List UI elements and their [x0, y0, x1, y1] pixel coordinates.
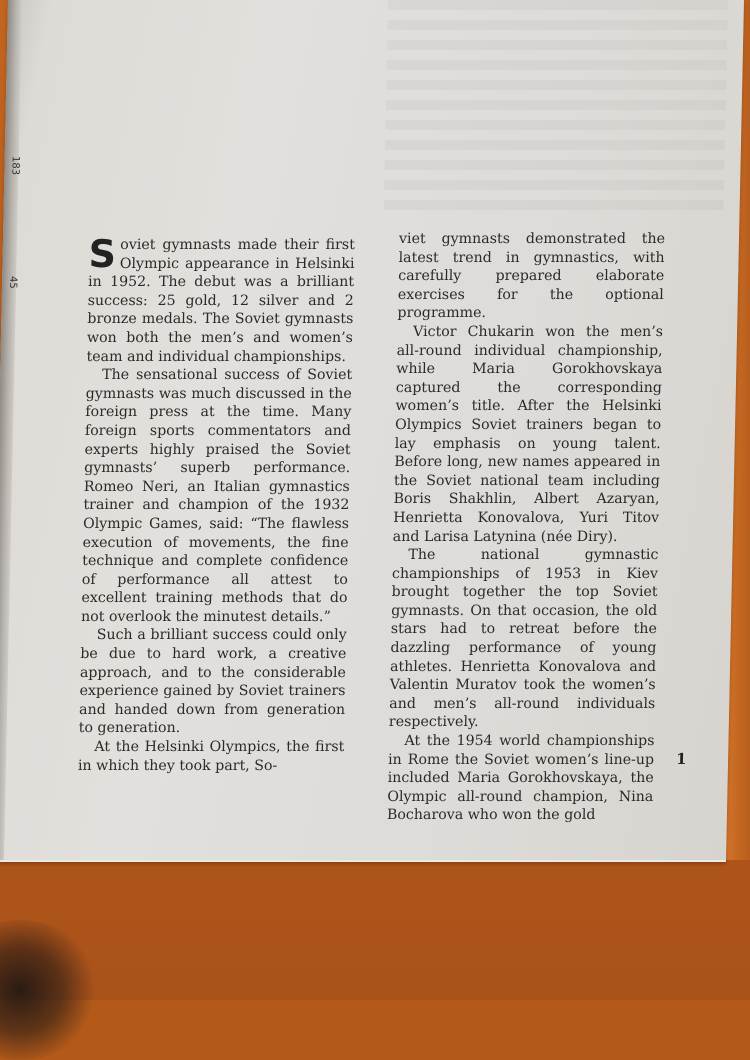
- paragraph-1-text: oviet gymnasts made their first Olympic appearance in Helsinki in 1952. The debut was a brilliant success: 25 gold, 12 silver and 2 bronze medals. The Soviet gymnasts won both the men’s and women’s team and individual championships.: [86, 237, 356, 365]
- paragraph-5: viet gymnasts demonstrated the latest trend in gymnastics, with carefully prepared elaborate exercises for the optional programme.: [397, 231, 666, 322]
- left-text-column: [77, 232, 356, 775]
- paragraph-8: At the 1954 world championships in Rome the Soviet women’s line-up included Maria Gorokhovskaya, the Olympic all-round champion, Nina Bocharova who won the gold: [386, 733, 655, 824]
- right-text-column: [387, 230, 665, 825]
- margin-mark-bottom: 45: [6, 276, 19, 289]
- margin-mark-top: 183: [9, 156, 21, 176]
- paragraph-4: At the Helsinki Olympics, the first in which they took part, So-: [77, 739, 345, 774]
- paragraph-1: [86, 232, 356, 366]
- paragraph-7: The national gymnastic championships of 1953 in Kiev brought together the top Soviet gymnasts. On that occasion, the old stars had to retreat before the dazzling performance of young athletes. Henrietta Konovalova and Valentin Muratov took the women’s and men’s all-round individuals respectively.: [388, 547, 659, 731]
- paragraph-3: Such a brilliant success could only be due to hard work, a creative approach, and to the considerable experience gained by Soviet trainers and handed down from generation to generation.: [78, 627, 347, 737]
- drop-cap: S: [88, 232, 117, 276]
- paragraph-6: Victor Chukarin won the men’s all-round individual championship, while Maria Gorokhovskaya captured the corresponding women’s title. After the Helsinki Olympics Soviet trainers began to lay emphasis on young talent. Before long, new names appeared in the Soviet national team including Boris Shakhlin, Albert Azaryan, Henrietta Konovalova, Yuri Titov and Larisa Latynina (née Diry).: [392, 323, 664, 545]
- bleed-through-text: [383, 0, 728, 220]
- page-number: 1: [675, 750, 687, 768]
- paragraph-2: The sensational success of Soviet gymnasts was much discussed in the foreign press at the time. Many foreign sports commentators and experts highly praised the Soviet gymnasts’ superb performance. Romeo Neri, an Italian gymnastics trainer and champion of the 1932 Olympic Games, said: “The flawless execution of movements, the fine technique and complete confidence of performance all attest to excellent training methods that do not overlook the minutest details.”: [80, 367, 353, 625]
